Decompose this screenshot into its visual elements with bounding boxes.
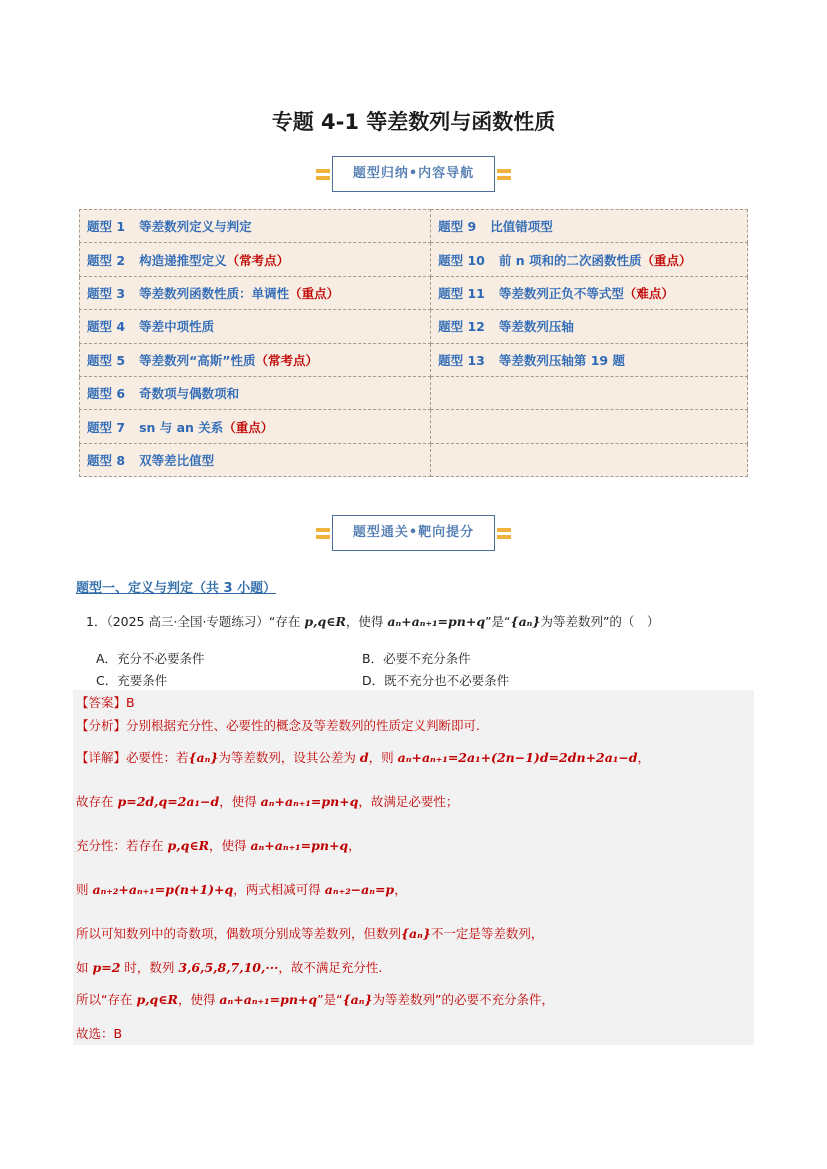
detail-math: p=2 xyxy=(92,960,121,975)
detail-math: 3,6,5,8,7,10,··· xyxy=(178,960,279,975)
option-a[interactable]: A．充分不必要条件 xyxy=(96,651,205,666)
detail-text: ，使得 xyxy=(177,992,220,1007)
nav-row xyxy=(80,210,748,243)
nav-cell-right xyxy=(431,443,748,476)
nav-row xyxy=(80,443,748,476)
practice-banner-label: 题型通关•靶向提分 xyxy=(332,515,495,551)
question-math-2: aₙ+aₙ₊₁=pn+q xyxy=(387,614,486,629)
detail-text: 不一定是等差数列， xyxy=(430,926,544,941)
banner-left-icon xyxy=(316,167,330,181)
detail-text: 为等差数列”的必要不充分条件， xyxy=(372,992,554,1007)
nav-cell-left[interactable] xyxy=(80,210,431,243)
detail-text: ，故不满足充分性. xyxy=(278,960,383,975)
nav-row xyxy=(80,410,748,443)
detail-math: {aₙ} xyxy=(401,926,431,941)
nav-topic-tag: （重点） xyxy=(223,419,274,435)
nav-cell-right[interactable] xyxy=(431,310,748,343)
banner-right-icon xyxy=(497,167,511,181)
detail-math: p,q∈R xyxy=(167,838,209,853)
nav-topic-tag: （常考点） xyxy=(255,352,319,368)
nav-cell-right[interactable] xyxy=(431,210,748,243)
detail-line-8: 故选：B xyxy=(76,1026,123,1041)
detail-text: 如 xyxy=(76,960,93,975)
nav-cell-right[interactable] xyxy=(431,243,748,276)
detail-text: 充分性：若存在 xyxy=(76,838,168,853)
nav-topic-title: 等差中项性质 xyxy=(139,319,215,335)
detail-text: 所以“存在 xyxy=(76,992,137,1007)
detail-text: ，使得 xyxy=(208,838,251,853)
nav-topic-number: 题型 1 xyxy=(87,219,126,235)
nav-topic-number: 题型 8 xyxy=(87,452,126,468)
detail-text: ，故满足必要性； xyxy=(358,794,459,809)
nav-topic-number: 题型 13 xyxy=(438,352,485,368)
detail-math: d xyxy=(359,750,369,765)
detail-text: ，则 xyxy=(368,750,398,765)
nav-cell-left[interactable] xyxy=(80,410,431,443)
question-prefix: 1．（2025 高三·全国·专题练习）“存在 xyxy=(86,614,305,629)
nav-topic-number: 题型 10 xyxy=(438,252,485,268)
topic-nav-table xyxy=(79,209,748,477)
nav-topic-title: 双等差比值型 xyxy=(139,452,215,468)
detail-text: ， xyxy=(637,750,651,765)
detail-text: ， xyxy=(348,838,361,853)
nav-topic-tag: （重点） xyxy=(641,252,692,268)
nav-topic-title: 比值错项型 xyxy=(490,219,553,235)
detail-text: 则 xyxy=(76,882,93,897)
detail-math: p=2d,q=2a₁−d xyxy=(117,794,220,809)
detail-math: p,q∈R xyxy=(136,992,178,1007)
nav-row xyxy=(80,243,748,276)
detail-line-7 xyxy=(76,990,554,1008)
detail-math: aₙ+aₙ₊₁=pn+q xyxy=(219,992,318,1007)
detail-text: ， xyxy=(394,882,407,897)
detail-text: 时，数列 xyxy=(120,960,179,975)
banner-left-icon xyxy=(316,526,330,540)
detail-line-6 xyxy=(76,958,382,976)
option-b[interactable]: B．必要不充分条件 xyxy=(362,651,471,666)
detail-line-4 xyxy=(76,880,407,898)
nav-topic-title: 等差数列“高斯”性质 xyxy=(139,352,256,368)
nav-topic-title: 等差数列正负不等式型 xyxy=(498,285,624,301)
nav-topic-number: 题型 9 xyxy=(438,219,477,235)
nav-cell-left[interactable] xyxy=(80,443,431,476)
nav-cell-left[interactable] xyxy=(80,310,431,343)
nav-topic-number: 题型 3 xyxy=(87,285,126,301)
nav-topic-tag: （重点） xyxy=(289,285,340,301)
detail-line-1 xyxy=(76,748,650,766)
analysis-line: 【分析】分别根据充分性、必要性的概念及等差数列的性质定义判断即可. xyxy=(76,718,480,733)
detail-text: ”是“ xyxy=(317,992,343,1007)
detail-line-5 xyxy=(76,924,543,942)
nav-banner-label: 题型归纳•内容导航 xyxy=(332,156,495,192)
nav-row xyxy=(80,276,748,309)
detail-math: aₙ+aₙ₊₁=pn+q xyxy=(260,794,359,809)
question-text-1: ，使得 xyxy=(345,614,388,629)
nav-cell-left[interactable] xyxy=(80,376,431,409)
question-1 xyxy=(86,612,659,630)
answer-line: 【答案】B xyxy=(76,695,135,710)
nav-row xyxy=(80,343,748,376)
nav-topic-title: 等差数列函数性质：单调性 xyxy=(139,285,290,301)
nav-topic-number: 题型 11 xyxy=(438,285,485,301)
detail-text: 故存在 xyxy=(76,794,118,809)
detail-math: aₙ+aₙ₊₁=pn+q xyxy=(250,838,349,853)
nav-cell-right[interactable] xyxy=(431,343,748,376)
detail-line-3 xyxy=(76,836,361,854)
nav-topic-number: 题型 2 xyxy=(87,252,126,268)
nav-row xyxy=(80,310,748,343)
nav-topic-tag: （难点） xyxy=(623,285,674,301)
practice-banner xyxy=(303,516,524,550)
nav-topic-number: 题型 6 xyxy=(87,386,126,402)
nav-topic-tag: （常考点） xyxy=(226,252,290,268)
banner-right-icon xyxy=(497,526,511,540)
section-heading[interactable]: 题型一、定义与判定（共 3 小题） xyxy=(76,581,277,596)
nav-cell-left[interactable] xyxy=(80,243,431,276)
nav-topic-title: 等差数列定义与判定 xyxy=(139,219,252,235)
question-text-2: ”是“ xyxy=(485,614,511,629)
nav-topic-number: 题型 4 xyxy=(87,319,126,335)
nav-cell-right xyxy=(431,376,748,409)
detail-math: aₙ₊₂+aₙ₊₁=p(n+1)+q xyxy=(92,882,234,897)
nav-topic-title: 奇数项与偶数项和 xyxy=(139,386,240,402)
option-d[interactable]: D．既不充分也不必要条件 xyxy=(362,673,510,688)
detail-text: ，使得 xyxy=(219,794,261,809)
nav-topic-title: sn 与 an 关系 xyxy=(139,419,224,435)
nav-topic-title: 等差数列压轴第 19 题 xyxy=(498,352,625,368)
detail-math: aₙ₊₂−aₙ=p xyxy=(324,882,395,897)
detail-line-2 xyxy=(76,792,458,810)
nav-cell-right xyxy=(431,410,748,443)
detail-text: 所以可知数列中的奇数项，偶数项分别成等差数列，但数列 xyxy=(76,926,402,941)
nav-topic-title: 构造递推型定义 xyxy=(139,252,227,268)
detail-text: ，两式相减可得 xyxy=(233,882,325,897)
question-suffix: 为等差数列”的（ ） xyxy=(540,614,660,629)
nav-topic-number: 题型 5 xyxy=(87,352,126,368)
question-math-1: p,q∈R xyxy=(304,614,346,629)
nav-cell-right[interactable] xyxy=(431,276,748,309)
detail-math: {aₙ} xyxy=(188,750,219,765)
nav-topic-number: 题型 7 xyxy=(87,419,126,435)
nav-topic-number: 题型 12 xyxy=(438,319,485,335)
detail-math: {aₙ} xyxy=(342,992,373,1007)
nav-cell-left[interactable] xyxy=(80,343,431,376)
detail-text: 【详解】必要性：若 xyxy=(76,750,189,765)
nav-banner xyxy=(305,157,522,191)
question-math-3: {aₙ} xyxy=(510,614,541,629)
option-c[interactable]: C．充要条件 xyxy=(96,673,168,688)
page-title: 专题 4-1 等差数列与函数性质 xyxy=(271,110,556,134)
nav-cell-left[interactable] xyxy=(80,276,431,309)
nav-topic-title: 等差数列压轴 xyxy=(498,319,574,335)
nav-topic-title: 前 n 项和的二次函数性质 xyxy=(498,252,642,268)
nav-row xyxy=(80,376,748,409)
detail-math: aₙ+aₙ₊₁=2a₁+(2n−1)d=2dn+2a₁−d xyxy=(397,750,638,765)
detail-text: 为等差数列，设其公差为 xyxy=(218,750,360,765)
